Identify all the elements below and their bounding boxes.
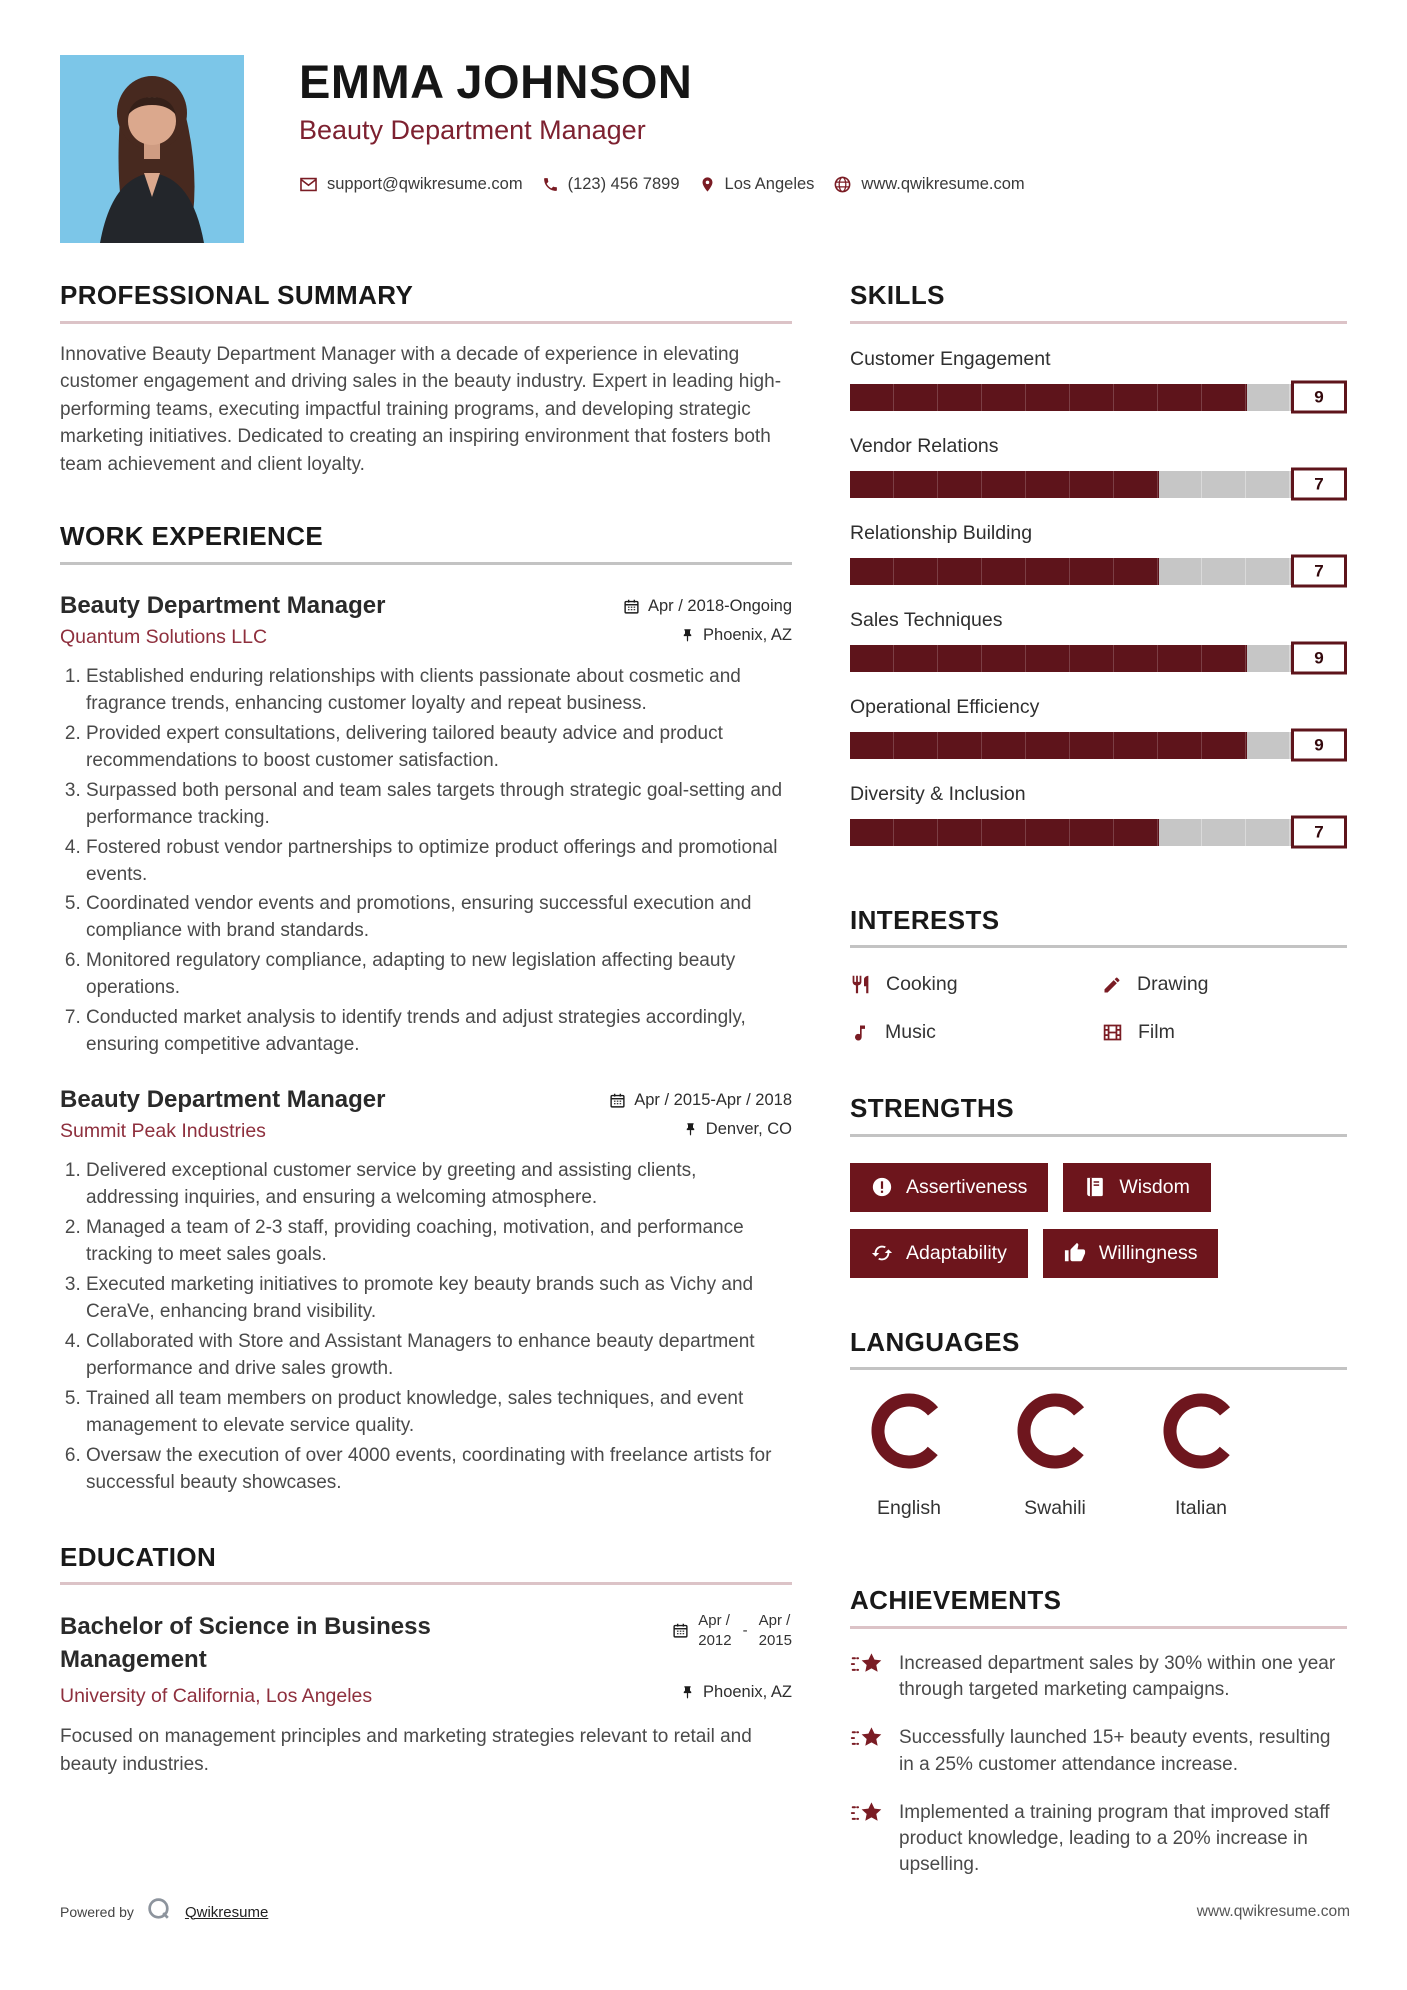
achievement-item	[850, 1725, 1347, 1777]
section-title-summary: PROFESSIONAL SUMMARY	[60, 280, 414, 310]
skill-item	[850, 609, 1347, 672]
contact-text: Los Angeles	[724, 175, 815, 194]
achievement-text: Successfully launched 15+ beauty events, resulting in a 25% customer attendance increase.	[899, 1727, 1331, 1775]
job-bullet: 4. Fostered robust vendor partnerships to optimize product offerings and promotional events.	[86, 835, 792, 889]
section-education	[60, 1543, 792, 1778]
calendar-icon	[672, 1622, 689, 1639]
profile-photo-illustration	[60, 55, 244, 243]
strength-badge	[850, 1229, 1028, 1278]
qwikresume-link[interactable]: Qwikresume	[184, 1903, 269, 1921]
person-name: EMMA JOHNSON	[299, 55, 693, 108]
section-professional-summary	[60, 281, 792, 478]
interest-label: Cooking	[886, 973, 958, 996]
achievement-item	[850, 1800, 1347, 1879]
job-entry	[60, 592, 792, 1059]
section-title-work: WORK EXPERIENCE	[60, 521, 324, 552]
section-title-languages: LANGUAGES	[850, 1326, 1020, 1357]
skill-item	[850, 783, 1347, 846]
contact-item	[542, 175, 680, 194]
envelope-icon	[299, 175, 318, 194]
job-bullet: 6. Oversaw the execution of over 4000 events, coordinating with freelance artists for successful beauty showcases.	[86, 1443, 792, 1497]
achievement-text: Increased department sales by 30% within one year through targeted marketing campaigns.	[899, 1652, 1336, 1701]
section-languages	[850, 1328, 1347, 1521]
contact-item	[299, 175, 523, 194]
language-proficiency-arc	[870, 1392, 948, 1470]
skill-label: Customer Engagement	[850, 347, 1051, 370]
star-icon	[850, 1801, 884, 1879]
education-date-end: Apr /	[758, 1612, 791, 1630]
film-icon	[1102, 1022, 1123, 1043]
job-date: Apr / 2015-Apr / 2018	[609, 1091, 792, 1110]
section-divider	[850, 321, 1347, 324]
job-bullet: 2. Managed a team of 2-3 staff, providing coaching, motivation, and performance tracking to meet sales goals.	[86, 1215, 792, 1269]
job-bullet: 7. Conducted market analysis to identify trends and adjust strategies accordingly, ensuring competitive advantage.	[86, 1005, 792, 1059]
strengths-list	[850, 1163, 1347, 1278]
skill-score: 7	[1291, 468, 1347, 501]
contact-text: support@qwikresume.com	[327, 175, 523, 194]
skill-score: 9	[1291, 729, 1347, 762]
interest-item	[850, 973, 1102, 996]
section-divider	[60, 1582, 792, 1585]
contact-item	[699, 175, 815, 194]
language-item	[996, 1392, 1114, 1520]
job-company: Quantum Solutions LLC	[60, 625, 268, 648]
section-strengths	[850, 1094, 1347, 1278]
job-location: Denver, CO	[683, 1120, 792, 1139]
job-title: Beauty Department Manager	[60, 1086, 386, 1114]
section-divider	[60, 562, 792, 565]
qwikresume-logo-icon	[146, 1896, 173, 1928]
job-title: Beauty Department Manager	[60, 591, 386, 619]
language-label: English	[877, 1497, 941, 1520]
contact-text: (123) 456 7899	[567, 175, 680, 194]
globe-icon	[833, 175, 852, 194]
section-skills	[850, 281, 1347, 846]
skills-list	[850, 348, 1347, 846]
job-bullet: 5. Trained all team members on product knowledge, sales techniques, and event management to elevate service quality.	[86, 1386, 792, 1440]
achievements-list	[850, 1651, 1347, 1879]
location-pin-icon	[699, 176, 716, 193]
skill-label: Diversity & Inclusion	[850, 782, 1026, 805]
utensils-icon	[850, 974, 871, 995]
section-divider	[850, 1626, 1347, 1629]
section-title-strengths: STRENGTHS	[850, 1093, 1014, 1124]
interest-label: Drawing	[1137, 973, 1209, 996]
pushpin-icon	[683, 1122, 698, 1137]
job-bullet: 2. Provided expert consultations, delivering tailored beauty advice and product recommendations to boost customer satisfaction.	[86, 721, 792, 775]
star-icon	[850, 1726, 884, 1777]
education-date: Apr / 2012 - Apr / 2015	[672, 1611, 792, 1650]
section-divider	[60, 321, 792, 324]
skill-item	[850, 522, 1347, 585]
phone-icon	[542, 176, 559, 193]
language-label: Italian	[1174, 1497, 1228, 1520]
book-icon	[1084, 1176, 1106, 1198]
skill-score: 9	[1291, 381, 1347, 414]
section-title-skills: SKILLS	[850, 280, 945, 310]
strength-badge	[1043, 1229, 1219, 1278]
job-bullet: 3. Executed marketing initiatives to promote key beauty brands such as Vichy and CeraVe, enhancing brand visibility.	[86, 1272, 792, 1326]
jobs-list	[60, 592, 792, 1497]
achievement-text: Implemented a training program that improved staff product knowledge, leading to a 20% increase in upselling.	[899, 1801, 1330, 1876]
skill-label: Relationship Building	[850, 521, 1033, 544]
section-title-education: EDUCATION	[60, 1541, 217, 1572]
skill-item	[850, 348, 1347, 411]
star-icon	[850, 1652, 884, 1703]
skill-bar	[850, 384, 1347, 411]
skill-label: Sales Techniques	[850, 608, 1003, 631]
skill-bar	[850, 645, 1347, 672]
job-location: Phoenix, AZ	[680, 626, 792, 645]
skill-item	[850, 435, 1347, 498]
skill-bar	[850, 819, 1347, 846]
section-divider	[850, 1134, 1347, 1137]
education-school: University of California, Los Angeles	[60, 1685, 373, 1708]
interests-list	[850, 973, 1347, 1044]
pencil-icon	[1102, 975, 1122, 995]
job-bullets	[60, 1158, 792, 1497]
job-date: Apr / 2018-Ongoing	[623, 597, 792, 616]
skill-bar	[850, 732, 1347, 759]
pushpin-icon	[680, 628, 695, 643]
language-item	[850, 1392, 968, 1520]
education-date-start: Apr /	[698, 1612, 730, 1630]
skill-bar-fill	[850, 384, 1247, 411]
skill-label: Operational Efficiency	[850, 695, 1040, 718]
skill-bar-fill	[850, 645, 1247, 672]
skill-score: 7	[1291, 555, 1347, 588]
date-separator: -	[742, 1622, 748, 1640]
job-bullet: 1. Delivered exceptional customer service by greeting and assisting clients, addressing inquiries, and ensuring a welcoming atmosphere.	[86, 1158, 792, 1212]
job-entry	[60, 1086, 792, 1496]
language-proficiency-arc	[1162, 1392, 1240, 1470]
contact-item	[833, 175, 1024, 194]
thumbs-up-icon	[1064, 1242, 1086, 1264]
education-description: Focused on management principles and marketing strategies relevant to retail and beauty industries.	[60, 1726, 752, 1775]
section-title-interests: INTERESTS	[850, 904, 1000, 935]
language-proficiency-arc	[1016, 1392, 1094, 1470]
skill-score: 9	[1291, 642, 1347, 675]
section-interests	[850, 906, 1347, 1045]
language-item	[1142, 1392, 1260, 1520]
achievement-item	[850, 1651, 1347, 1703]
section-title-achievements: ACHIEVEMENTS	[850, 1585, 1062, 1616]
music-note-icon	[850, 1023, 870, 1043]
pushpin-icon	[680, 1685, 695, 1700]
section-achievements	[850, 1586, 1347, 1878]
strength-label: Willingness	[1098, 1241, 1198, 1264]
strength-label: Assertiveness	[906, 1175, 1028, 1198]
job-bullets	[60, 664, 792, 1060]
strength-badge	[850, 1163, 1048, 1212]
interest-label: Film	[1138, 1021, 1175, 1044]
footer-site-url: www.qwikresume.com	[1196, 1903, 1350, 1920]
powered-by-label: Powered by	[60, 1904, 134, 1920]
skill-score: 7	[1291, 816, 1347, 849]
exclamation-icon	[871, 1176, 893, 1198]
profile-photo	[60, 55, 244, 243]
strength-label: Adaptability	[906, 1241, 1007, 1264]
job-company: Summit Peak Industries	[60, 1120, 266, 1143]
language-label: Swahili	[1024, 1497, 1086, 1520]
skill-item	[850, 696, 1347, 759]
job-bullet: 1. Established enduring relationships with clients passionate about cosmetic and fragrance trends, enhancing customer loyalty and repeat business.	[86, 664, 792, 718]
education-degree: Bachelor of Science in Business Management	[60, 1613, 431, 1673]
job-bullet: 6. Monitored regulatory compliance, adapting to new legislation affecting beauty operations.	[86, 948, 792, 1002]
contact-row	[299, 175, 1025, 194]
languages-list	[850, 1392, 1347, 1520]
contact-text: www.qwikresume.com	[861, 175, 1025, 194]
section-divider	[850, 945, 1347, 948]
skill-bar-fill	[850, 732, 1247, 759]
interest-item	[850, 1021, 1102, 1044]
interest-item	[1102, 973, 1347, 996]
interest-label: Music	[885, 1021, 936, 1044]
person-job-title: Beauty Department Manager	[299, 115, 646, 146]
job-bullet: 3. Surpassed both personal and team sales targets through strategic goal-setting and performance tracking.	[86, 778, 792, 832]
skill-label: Vendor Relations	[850, 434, 999, 457]
skill-bar	[850, 471, 1347, 498]
job-bullet: 5. Coordinated vendor events and promotions, ensuring successful execution and compliance with brand standards.	[86, 891, 792, 945]
calendar-icon	[609, 1092, 626, 1109]
skill-bar-fill	[850, 558, 1159, 585]
section-divider	[850, 1367, 1347, 1370]
resume-header	[60, 55, 1347, 243]
job-bullet: 4. Collaborated with Store and Assistant Managers to enhance beauty department performance and drive sales growth.	[86, 1329, 792, 1383]
summary-text: Innovative Beauty Department Manager with a decade of experience in elevating customer engagement and driving sales in the beauty industry. Expert in leading high-performing teams, executing impactful training programs, and developing strategic marketing initiatives. Dedicated to creating an inspiring environment that fosters both team achievement and client loyalty.	[60, 343, 782, 475]
interest-item	[1102, 1021, 1347, 1044]
skill-bar-fill	[850, 819, 1159, 846]
page-footer	[60, 1896, 1350, 1928]
education-location: Phoenix, AZ	[680, 1683, 792, 1702]
strength-badge	[1063, 1163, 1210, 1212]
section-work-experience	[60, 522, 792, 1496]
skill-bar	[850, 558, 1347, 585]
refresh-icon	[871, 1242, 893, 1264]
skill-bar-fill	[850, 471, 1159, 498]
calendar-icon	[623, 598, 640, 615]
strength-label: Wisdom	[1119, 1175, 1190, 1198]
